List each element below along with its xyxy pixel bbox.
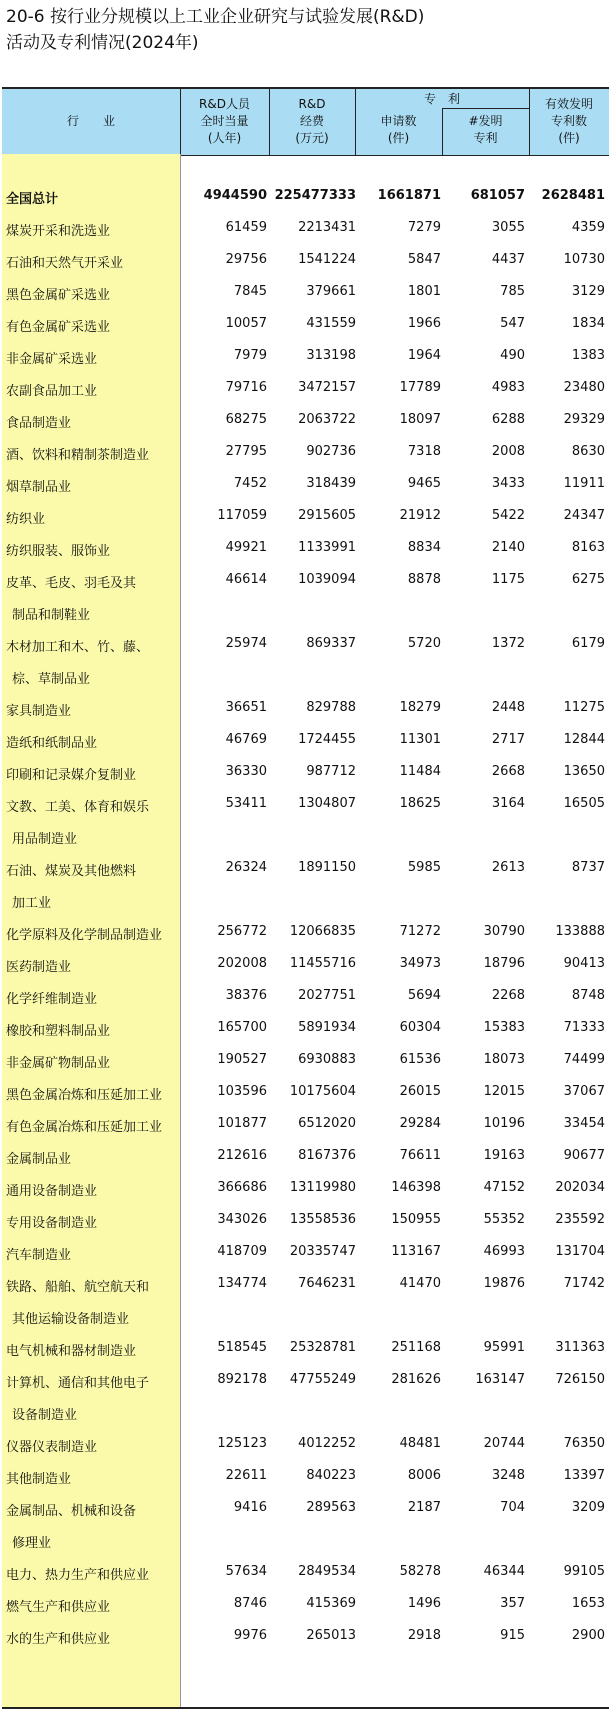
valid-patents-value: 24347 [563,508,605,523]
rd-staff-value: 68275 [225,412,267,427]
header-rd-expense: R&D 经费 (万元) [295,97,329,145]
table-row [0,244,609,276]
rd-staff-value: 343026 [217,1212,267,1227]
industry-name: 造纸和纸制品业 [6,736,98,751]
valid-patents-value: 311363 [555,1340,605,1355]
patent-applications-value: 26015 [399,1084,441,1099]
rd-staff-value: 25974 [225,636,267,651]
industry-name: 文教、工美、体育和娱乐 [6,800,150,815]
rd-expense-value: 2213431 [298,220,356,235]
invention-patents-value: 46993 [483,1244,525,1259]
rd-expense-value: 869337 [306,636,356,651]
rd-staff-value: 38376 [225,988,267,1003]
industry-name: 化学原料及化学制品制造业 [6,928,163,943]
rd-expense-value: 1891150 [298,860,356,875]
invention-patents-value: 55352 [483,1212,525,1227]
invention-patents-value: 1372 [491,636,525,651]
valid-patents-value: 99105 [563,1564,605,1579]
invention-patents-value: 6288 [491,412,525,427]
rd-staff-value: 518545 [217,1340,267,1355]
valid-patents-value: 131704 [555,1244,605,1259]
valid-patents-value: 2900 [571,1628,605,1643]
patent-applications-value: 11484 [399,764,441,779]
patent-applications-value: 17789 [399,380,441,395]
rd-expense-value: 6930883 [298,1052,356,1067]
valid-patents-value: 13397 [563,1468,605,1483]
rd-staff-value: 49921 [225,540,267,555]
table-row [0,1076,609,1108]
header-industry: 行 业 [66,114,115,128]
patent-applications-value: 5694 [407,988,441,1003]
rd-staff-value: 7845 [233,284,267,299]
invention-patents-value: 2448 [491,700,525,715]
valid-patents-value: 133888 [555,924,605,939]
invention-patents-value: 785 [500,284,525,299]
rd-expense-value: 2849534 [298,1564,356,1579]
industry-name: 专用设备制造业 [6,1216,98,1231]
rd-staff-value: 190527 [217,1052,267,1067]
rd-staff-value: 8746 [233,1596,267,1611]
rd-staff-value: 212616 [217,1148,267,1163]
rd-staff-value: 125123 [217,1436,267,1451]
invention-patents-value: 20744 [483,1436,525,1451]
rd-staff-value: 57634 [225,1564,267,1579]
industry-name: 石油、煤炭及其他燃料 [6,864,137,879]
rd-expense-value: 11455716 [289,956,356,971]
rd-expense-value: 3472157 [298,380,356,395]
invention-patents-value: 4983 [491,380,525,395]
invention-patents-value: 915 [500,1628,525,1643]
industry-name: 金属制品、机械和设备 [6,1504,137,1519]
rd-staff-value: 36651 [225,700,267,715]
industry-name: 煤炭开采和洗选业 [6,224,111,239]
patent-applications-value: 18279 [399,700,441,715]
rd-expense-value: 987712 [306,764,356,779]
valid-patents-value: 11911 [563,476,605,491]
invention-patents-value: 547 [500,316,525,331]
industry-name: 烟草制品业 [6,480,72,495]
rd-expense-value: 47755249 [289,1372,356,1387]
header-valid-patents: 有效发明 专利数 (件) [544,97,593,145]
patent-applications-value: 11301 [399,732,441,747]
industry-name-continued: 其他运输设备制造业 [12,1312,130,1327]
invention-patents-value: 1175 [491,572,525,587]
industry-name: 纺织服装、服饰业 [6,544,111,559]
industry-name-continued: 制品和制鞋业 [12,608,91,623]
valid-patents-value: 1834 [571,316,605,331]
valid-patents-value: 11275 [563,700,605,715]
industry-name: 非金属矿物制品业 [6,1056,111,1071]
patent-applications-value: 9465 [407,476,441,491]
industry-name: 食品制造业 [6,416,72,431]
patent-applications-value: 146398 [391,1180,441,1195]
patent-applications-value: 8006 [407,1468,441,1483]
industry-name: 汽车制造业 [6,1248,72,1263]
table-row [0,436,609,468]
rd-expense-value: 840223 [306,1468,356,1483]
industry-name: 印刷和记录媒介复制业 [6,768,137,783]
patent-applications-value: 1966 [407,316,441,331]
rd-staff-value: 46769 [225,732,267,747]
table-row [0,1428,609,1460]
industry-name: 农副食品加工业 [6,384,98,399]
table-row [0,1332,609,1364]
invention-patents-value: 357 [500,1596,525,1611]
table-row [0,756,609,788]
patent-applications-value: 76611 [399,1148,441,1163]
patent-applications-value: 61536 [399,1052,441,1067]
table-row [0,564,609,623]
valid-patents-value: 71333 [563,1020,605,1035]
rd-staff-value: 4944590 [203,188,267,203]
header-patent-group: 专 利 [423,92,460,106]
industry-name: 黑色金属矿采选业 [6,288,111,303]
patent-applications-value: 281626 [391,1372,441,1387]
industry-name: 仪器仪表制造业 [6,1440,98,1455]
patent-applications-value: 21912 [399,508,441,523]
invention-patents-value: 18073 [483,1052,525,1067]
industry-name: 木材加工和木、竹、藤、 [6,640,150,655]
rd-staff-value: 29756 [225,252,267,267]
invention-patents-value: 490 [500,348,525,363]
rd-expense-value: 829788 [306,700,356,715]
rd-expense-value: 8167376 [298,1148,356,1163]
table-row [0,1108,609,1140]
table-row [0,1588,609,1620]
rd-staff-value: 892178 [217,1372,267,1387]
rd-expense-value: 1304807 [298,796,356,811]
rd-expense-value: 7646231 [298,1276,356,1291]
table-row [0,308,609,340]
invention-patents-value: 10196 [483,1116,525,1131]
invention-patents-value: 18796 [483,956,525,971]
table-row [0,500,609,532]
rd-staff-value: 22611 [225,1468,267,1483]
industry-name-continued: 设备制造业 [12,1408,78,1423]
invention-patents-value: 3433 [491,476,525,491]
invention-patents-value: 4437 [491,252,525,267]
rd-expense-value: 1133991 [298,540,356,555]
patent-applications-value: 8834 [407,540,441,555]
valid-patents-value: 8163 [571,540,605,555]
patent-applications-value: 251168 [391,1340,441,1355]
industry-name: 计算机、通信和其他电子 [6,1376,150,1391]
valid-patents-value: 6275 [571,572,605,587]
rd-expense-value: 12066835 [289,924,356,939]
valid-patents-value: 74499 [563,1052,605,1067]
rd-staff-value: 79716 [225,380,267,395]
patent-applications-value: 8878 [407,572,441,587]
valid-patents-value: 4359 [571,220,605,235]
rd-expense-value: 25328781 [289,1340,356,1355]
rd-expense-value: 4012252 [298,1436,356,1451]
invention-patents-value: 19163 [483,1148,525,1163]
rd-staff-value: 27795 [225,444,267,459]
rd-staff-value: 202008 [217,956,267,971]
industry-name: 电气机械和器材制造业 [6,1344,137,1359]
rd-staff-value: 165700 [217,1020,267,1035]
valid-patents-value: 90413 [563,956,605,971]
table-row [0,212,609,244]
industry-name: 化学纤维制造业 [6,992,98,1007]
patent-applications-value: 34973 [399,956,441,971]
invention-patents-value: 12015 [483,1084,525,1099]
rd-staff-value: 117059 [217,508,267,523]
invention-patents-value: 163147 [475,1372,525,1387]
invention-patents-value: 3164 [491,796,525,811]
industry-name: 有色金属矿采选业 [6,320,111,335]
valid-patents-value: 8737 [571,860,605,875]
industry-name: 橡胶和塑料制品业 [6,1024,111,1039]
rd-expense-value: 902736 [306,444,356,459]
rd-staff-value: 134774 [217,1276,267,1291]
patent-applications-value: 2187 [407,1500,441,1515]
patent-applications-value: 1964 [407,348,441,363]
table-row [0,628,609,687]
rd-staff-value: 10057 [225,316,267,331]
table-row [0,724,609,756]
invention-patents-value: 2008 [491,444,525,459]
table-row [0,532,609,564]
header-applications: 申请数 (件) [380,114,417,145]
header-invention: #发明 专利 [468,114,503,145]
rd-staff-value: 36330 [225,764,267,779]
industry-name: 电力、热力生产和供应业 [6,1568,150,1583]
valid-patents-value: 13650 [563,764,605,779]
patent-applications-value: 29284 [399,1116,441,1131]
industry-name: 石油和天然气开采业 [6,256,124,271]
patent-applications-value: 113167 [391,1244,441,1259]
patent-applications-value: 5985 [407,860,441,875]
table-row [0,1620,609,1652]
invention-patents-value: 3055 [491,220,525,235]
valid-patents-value: 3209 [571,1500,605,1515]
rd-expense-value: 318439 [306,476,356,491]
table-row [0,1492,609,1551]
patent-applications-value: 71272 [399,924,441,939]
rd-expense-value: 13558536 [289,1212,356,1227]
valid-patents-value: 12844 [563,732,605,747]
valid-patents-value: 1653 [571,1596,605,1611]
invention-patents-value: 2717 [491,732,525,747]
valid-patents-value: 90677 [563,1148,605,1163]
patent-applications-value: 1801 [407,284,441,299]
rd-expense-value: 2915605 [298,508,356,523]
table-bottom-rule [2,1707,609,1709]
table-row [0,340,609,372]
patent-applications-value: 41470 [399,1276,441,1291]
industry-name-continued: 棕、草制品业 [12,672,91,687]
rd-staff-value: 366686 [217,1180,267,1195]
industry-name: 医药制造业 [6,960,72,975]
table-row [0,852,609,911]
industry-name: 纺织业 [6,512,46,527]
rd-expense-value: 415369 [306,1596,356,1611]
rd-staff-value: 9976 [233,1628,267,1643]
header-divider [442,108,529,109]
patent-applications-value: 7318 [407,444,441,459]
patent-applications-value: 58278 [399,1564,441,1579]
table-row [0,1172,609,1204]
table-row [0,404,609,436]
table-row [0,948,609,980]
industry-name: 家具制造业 [6,704,72,719]
industry-name: 酒、饮料和精制茶制造业 [6,448,150,463]
invention-patents-value: 19876 [483,1276,525,1291]
industry-name: 全国总计 [6,192,59,207]
rd-expense-value: 379661 [306,284,356,299]
invention-patents-value: 2668 [491,764,525,779]
industry-name: 燃气生产和供应业 [6,1600,111,1615]
patent-applications-value: 150955 [391,1212,441,1227]
invention-patents-value: 5422 [491,508,525,523]
invention-patents-value: 2613 [491,860,525,875]
invention-patents-value: 47152 [483,1180,525,1195]
industry-name: 非金属矿采选业 [6,352,98,367]
rd-expense-value: 225477333 [274,188,356,203]
title-line-2: 活动及专利情况(2024年) [6,33,199,53]
valid-patents-value: 202034 [555,1180,605,1195]
table-row [0,372,609,404]
patent-applications-value: 7279 [407,220,441,235]
rd-expense-value: 313198 [306,348,356,363]
valid-patents-value: 29329 [563,412,605,427]
patent-applications-value: 5720 [407,636,441,651]
industry-name: 水的生产和供应业 [6,1632,111,1647]
industry-name: 其他制造业 [6,1472,72,1487]
invention-patents-value: 2140 [491,540,525,555]
rd-staff-value: 7452 [233,476,267,491]
rd-staff-value: 256772 [217,924,267,939]
table-row [0,1140,609,1172]
rd-expense-value: 431559 [306,316,356,331]
valid-patents-value: 8630 [571,444,605,459]
rd-staff-value: 7979 [233,348,267,363]
table-row [0,916,609,948]
table-row [0,1204,609,1236]
rd-expense-value: 2063722 [298,412,356,427]
valid-patents-value: 1383 [571,348,605,363]
industry-name-continued: 用品制造业 [12,832,78,847]
table-row [0,180,609,212]
industry-name: 黑色金属冶炼和压延加工业 [6,1088,163,1103]
valid-patents-value: 235592 [555,1212,605,1227]
patent-applications-value: 5847 [407,252,441,267]
rd-expense-value: 10175604 [289,1084,356,1099]
valid-patents-value: 71742 [563,1276,605,1291]
rd-expense-value: 1039094 [298,572,356,587]
rd-staff-value: 9416 [233,1500,267,1515]
invention-patents-value: 46344 [483,1564,525,1579]
valid-patents-value: 76350 [563,1436,605,1451]
industry-name: 铁路、船舶、航空航天和 [6,1280,150,1295]
patent-applications-value: 60304 [399,1020,441,1035]
table-row [0,1556,609,1588]
industry-name-continued: 修理业 [12,1536,52,1551]
invention-patents-value: 95991 [483,1340,525,1355]
patent-applications-value: 1496 [407,1596,441,1611]
table-title [6,4,424,56]
rd-staff-value: 418709 [217,1244,267,1259]
invention-patents-value: 15383 [483,1020,525,1035]
table-row [0,468,609,500]
rd-expense-value: 1724455 [298,732,356,747]
rd-staff-value: 103596 [217,1084,267,1099]
valid-patents-value: 3129 [571,284,605,299]
valid-patents-value: 16505 [563,796,605,811]
patent-applications-value: 48481 [399,1436,441,1451]
rd-expense-value: 1541224 [298,252,356,267]
invention-patents-value: 2268 [491,988,525,1003]
table-row [0,1268,609,1327]
table-row [0,788,609,847]
valid-patents-value: 8748 [571,988,605,1003]
valid-patents-value: 33454 [563,1116,605,1131]
valid-patents-value: 37067 [563,1084,605,1099]
patent-applications-value: 1661871 [377,188,441,203]
valid-patents-value: 2628481 [541,188,605,203]
table-row [0,1236,609,1268]
patent-applications-value: 18625 [399,796,441,811]
rd-staff-value: 46614 [225,572,267,587]
patent-applications-value: 18097 [399,412,441,427]
rd-expense-value: 6512020 [298,1116,356,1131]
rd-expense-value: 2027751 [298,988,356,1003]
industry-name: 通用设备制造业 [6,1184,98,1199]
table-row [0,276,609,308]
valid-patents-value: 10730 [563,252,605,267]
rd-expense-value: 13119980 [289,1180,356,1195]
valid-patents-value: 23480 [563,380,605,395]
invention-patents-value: 30790 [483,924,525,939]
table-row [0,1364,609,1423]
industry-name: 金属制品业 [6,1152,72,1167]
title-line-1: 20-6 按行业分规模以上工业企业研究与试验发展(R&D) [6,7,425,27]
rd-staff-value: 53411 [225,796,267,811]
industry-name: 有色金属冶炼和压延加工业 [6,1120,163,1135]
table-row [0,980,609,1012]
table-row [0,1460,609,1492]
rd-staff-value: 26324 [225,860,267,875]
invention-patents-value: 3248 [491,1468,525,1483]
table-row [0,692,609,724]
valid-patents-value: 6179 [571,636,605,651]
table-header [2,87,609,156]
invention-patents-value: 704 [500,1500,525,1515]
table-row [0,1012,609,1044]
rd-expense-value: 20335747 [289,1244,356,1259]
rd-expense-value: 265013 [306,1628,356,1643]
rd-expense-value: 5891934 [298,1020,356,1035]
valid-patents-value: 726150 [555,1372,605,1387]
rd-expense-value: 289563 [306,1500,356,1515]
header-rd-staff: R&D人员 全时当量 (人年) [199,97,250,145]
industry-name: 皮革、毛皮、羽毛及其 [6,576,137,591]
rd-staff-value: 61459 [225,220,267,235]
patent-applications-value: 2918 [407,1628,441,1643]
industry-name-continued: 加工业 [12,896,52,911]
invention-patents-value: 681057 [470,188,525,203]
table-row [0,1044,609,1076]
rd-staff-value: 101877 [217,1116,267,1131]
